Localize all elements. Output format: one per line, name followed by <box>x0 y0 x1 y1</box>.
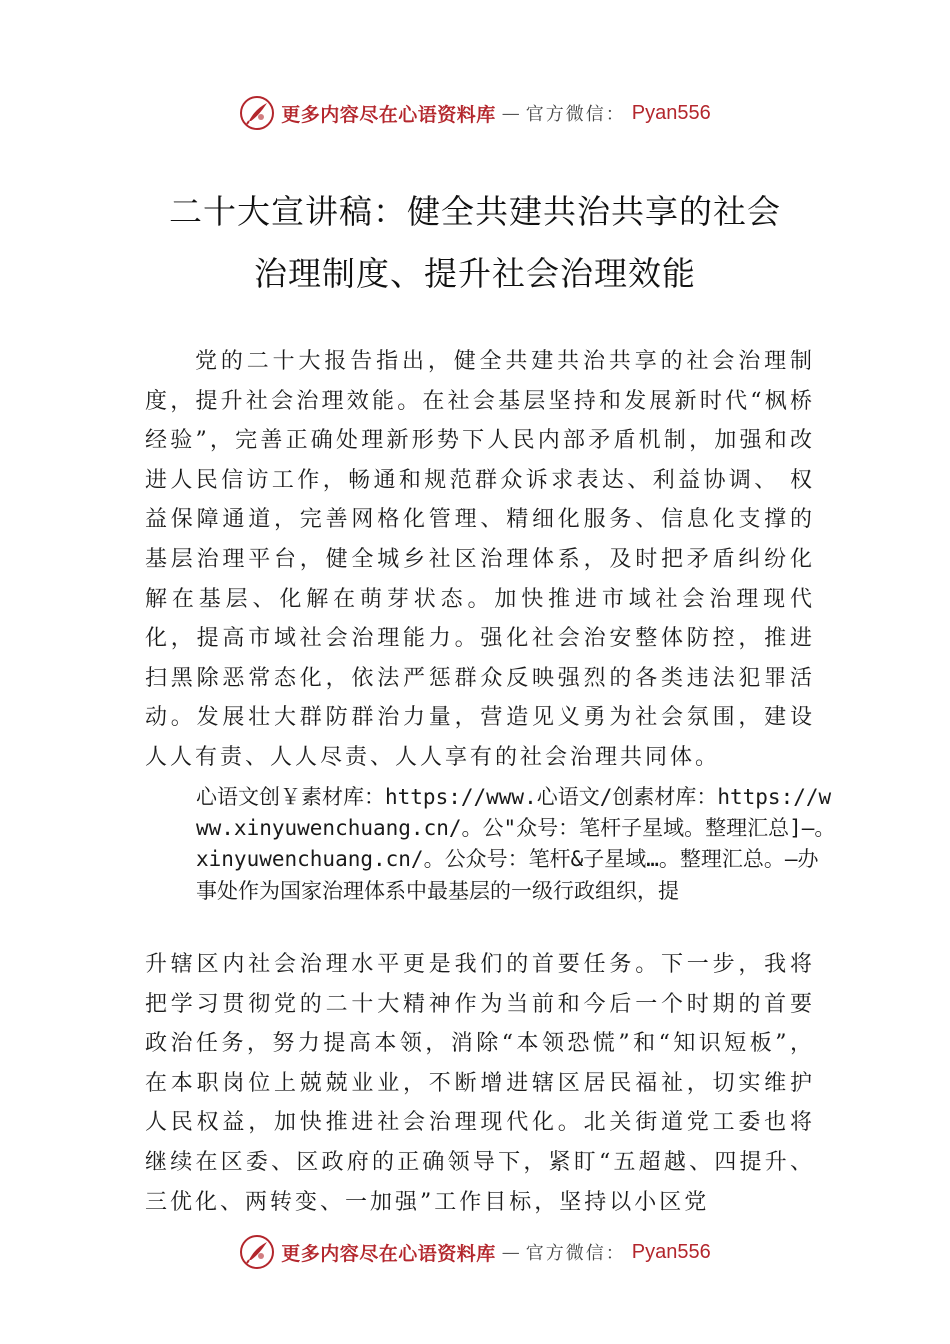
footer-banner <box>0 1232 950 1272</box>
document-title-line-1: 二十大宣讲稿：健全共建共治共享的社会 <box>169 192 781 231</box>
body-paragraph-2: 升辖区内社会治理水平更是我们的首要任务。下一步，我将把学习贯彻党的二十大精神作为当前和今后一个时期的首要政治任务，努力提高本领，消除“本领恐慌”和“知识短板”，在本职岗位上兢兢业业，不断增进辖区居民福祉，切实维护人民权益，加快推进社会治理现代化。北关街道党工委也将继续在区委、区政府的正确领导下，紧盯“五超越、四提升、三优化、两转变、一加强”工作目标，坚持以小区党 <box>145 952 815 1215</box>
footer-wechat-id: Pyan556 <box>631 1240 711 1263</box>
footer-dash: — <box>501 1241 520 1263</box>
banner-dash: — <box>501 102 520 124</box>
document-title-line-2: 治理制度、提升社会治理效能 <box>254 254 696 293</box>
header-banner <box>0 93 950 133</box>
quill-pen-logo-icon <box>239 1234 275 1270</box>
banner-wechat-id: Pyan556 <box>631 101 711 124</box>
banner-brand-text: 更多内容尽在心语资料库 <box>281 103 496 126</box>
inserted-note: 心语文创￥素材库：https://www.心语文/创素材库：https://www.xinyuwenchuang.cn/。公"众号：笔杆子星域。整理汇总]—。xinyuwenchuang.cn/。公众号：笔杆&子星域…。整理汇总。—办事处作为国家治理体系中最基层的一级行政组织，提 <box>196 785 836 903</box>
footer-brand-text: 更多内容尽在心语资料库 <box>281 1242 496 1265</box>
quill-pen-logo-icon <box>239 95 275 131</box>
body-paragraph-1: 党的二十大报告指出，健全共建共治共享的社会治理制度，提升社会治理效能。在社会基层坚持和发展新时代“枫桥经验”，完善正确处理新形势下人民内部矛盾机制，加强和改进人民信访工作，畅通和规范群众诉求表达、利益协调、 权益保障通道，完善网格化管理、精细化服务、信息化支撑的基层治理平台，健全城乡社区治理体系，及时把矛盾纠纷化解在基层、化解在萌芽状态。加快推进市域社会治理现代化，提高市域社会治理能力。强化社会治安整体防控，推进扫黑除恶常态化，依法严惩群众反映强烈的各类违法犯罪活动。发展壮大群防群治力量，营造见义勇为社会氛围，建设人人有责、人人尽责、人人享有的社会治理共同体。 <box>145 349 815 770</box>
banner-wechat-label: 官方微信： <box>525 104 626 125</box>
footer-wechat-label: 官方微信： <box>525 1243 626 1264</box>
